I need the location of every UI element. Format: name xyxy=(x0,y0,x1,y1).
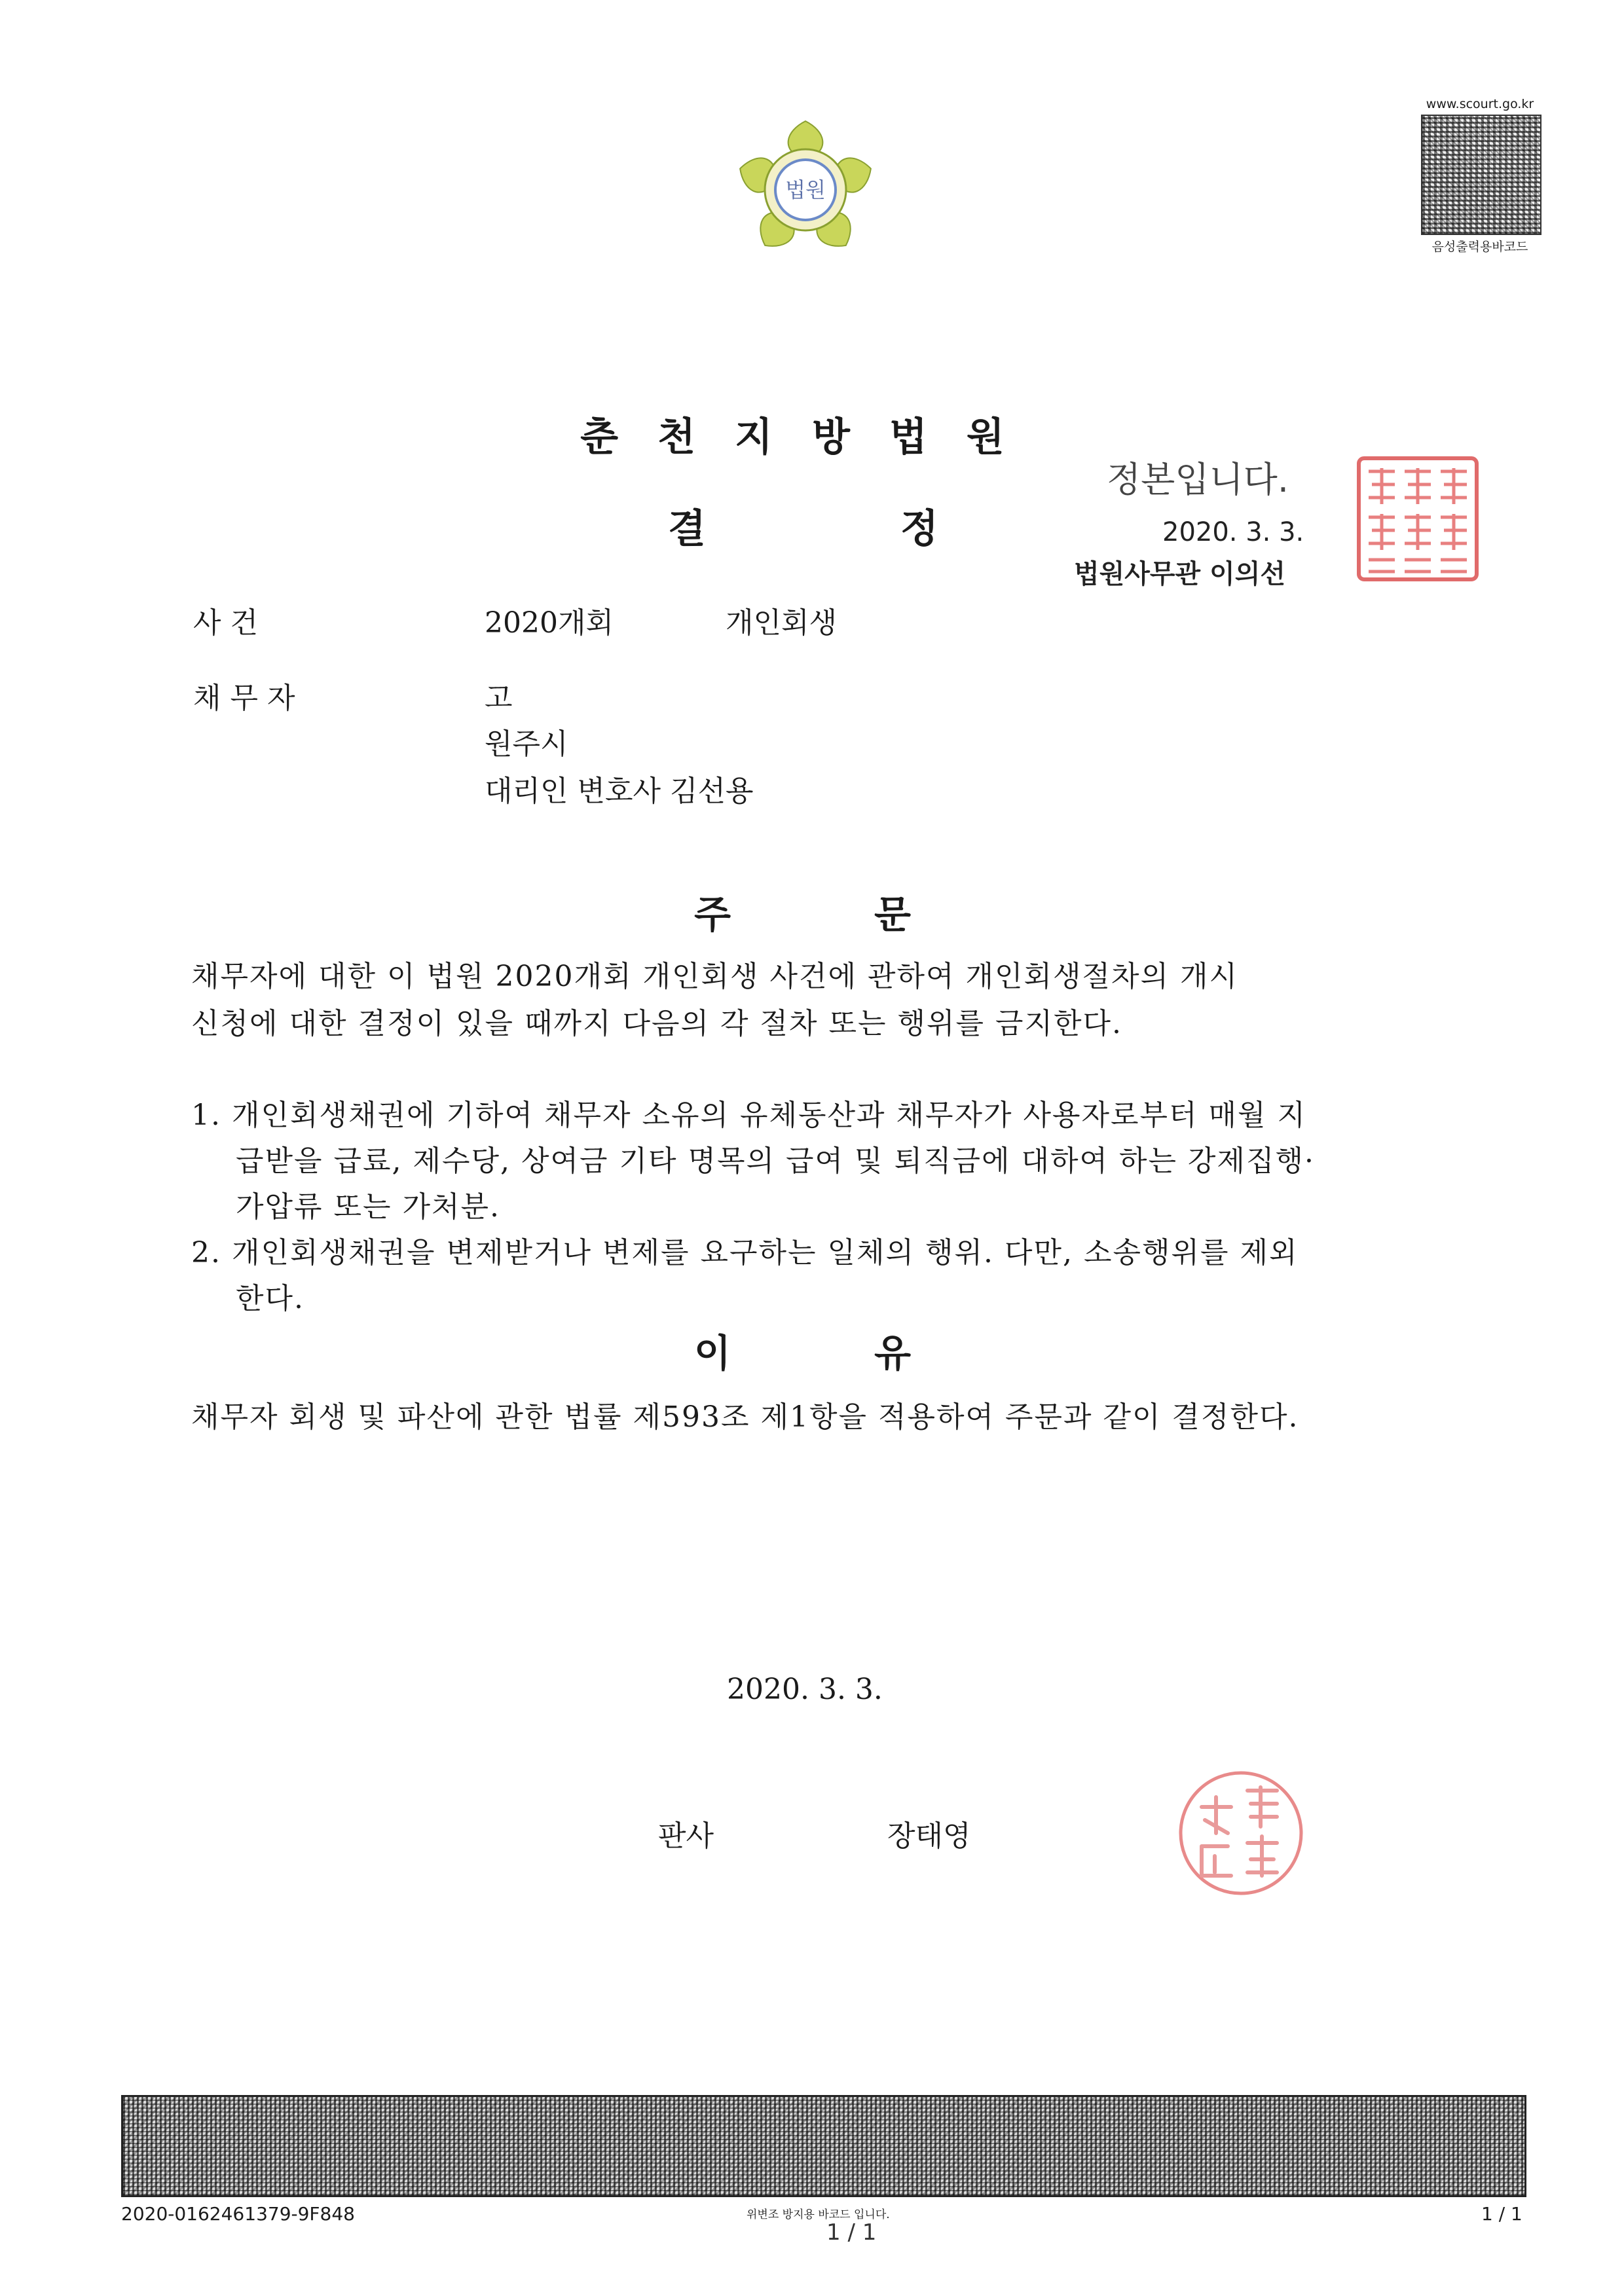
order-item-2-line-2: 한다. xyxy=(236,1282,304,1315)
page-number-center: 1 / 1 xyxy=(826,2219,877,2246)
document-id: 2020-0162461379-9F848 xyxy=(121,2203,355,2225)
barcode-notice: 위변조 방지용 바코드 입니다. xyxy=(747,2208,890,2221)
reason-heading-2: 유 xyxy=(874,1331,912,1376)
emblem-text: 법원 xyxy=(785,177,826,202)
debtor-agent: 대리인 변호사 김선용 xyxy=(485,774,754,808)
judge-title: 판사 xyxy=(658,1819,714,1853)
doc-type-char-2: 정 xyxy=(900,506,938,552)
order-line-1: 채무자에 대한 이 법원 2020개회 개인회생 사건에 관하여 개인회생절차의 개시 xyxy=(191,960,1238,993)
reason-heading-1: 이 xyxy=(694,1331,731,1376)
debtor-address: 원주시 xyxy=(485,727,568,761)
barcode-url: www.scourt.go.kr xyxy=(1426,97,1534,111)
order-item-1-line-2: 급받을 급료, 제수당, 상여금 기타 명목의 급여 및 퇴직금에 대하여 하는 강제집행· xyxy=(236,1144,1315,1178)
case-name: 개인회생 xyxy=(726,606,838,640)
order-item-1-line-1: 1. 개인회생채권에 기하여 채무자 소유의 유체동산과 채무자가 사용자로부터 매월 지 xyxy=(191,1099,1306,1132)
judge-seal xyxy=(1175,1768,1306,1899)
order-item-2-line-1: 2. 개인회생채권을 변제받거나 변제를 요구하는 일체의 행위. 다만, 소송행위를 제외 xyxy=(191,1236,1299,1269)
debtor-label: 채 무 자 xyxy=(193,682,295,715)
page-number-right: 1 / 1 xyxy=(1481,2203,1522,2225)
barcode-caption: 음성출력용바코드 xyxy=(1431,240,1528,254)
court-clerk: 법원사무관 이의선 xyxy=(1074,559,1286,589)
certified-date: 2020. 3. 3. xyxy=(1162,517,1304,547)
order-heading-1: 주 xyxy=(694,892,731,937)
decision-date: 2020. 3. 3. xyxy=(727,1673,883,1706)
order-heading-2: 문 xyxy=(874,892,912,937)
reason-text: 채무자 회생 및 파산에 관한 법률 제593조 제1항을 적용하여 주문과 같이 결정한다. xyxy=(191,1400,1299,1434)
anti-forgery-barcode xyxy=(121,2095,1526,2197)
case-label: 사 건 xyxy=(193,606,258,640)
certified-copy-text: 정본입니다. xyxy=(1107,459,1289,500)
court-emblem xyxy=(730,115,881,265)
order-line-2: 신청에 대한 결정이 있을 때까지 다음의 각 절차 또는 행위를 금지한다. xyxy=(191,1007,1122,1040)
doc-type-char-1: 결 xyxy=(668,506,706,552)
order-item-1-line-3: 가압류 또는 가처분. xyxy=(236,1190,500,1224)
judge-name: 장태영 xyxy=(887,1819,971,1853)
case-number: 2020개회 xyxy=(485,606,614,640)
debtor-name: 고 xyxy=(485,682,513,715)
court-name: 춘천지방법원 xyxy=(580,414,1044,460)
clerk-seal xyxy=(1356,455,1480,583)
voice-output-barcode xyxy=(1421,115,1541,235)
